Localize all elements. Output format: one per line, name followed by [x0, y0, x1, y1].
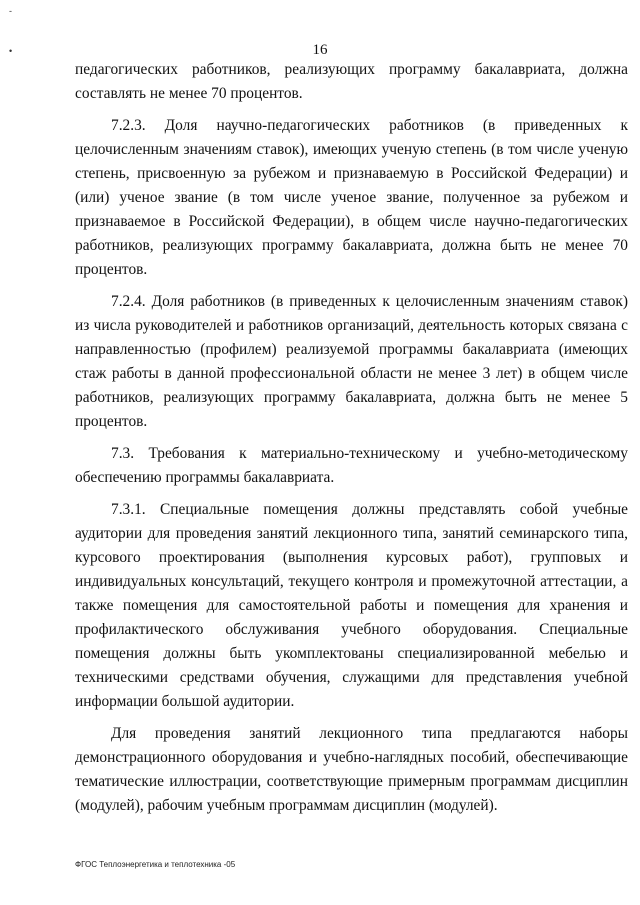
document-body — [75, 58, 628, 826]
paragraph: 7.2.4. Доля работников (в приведенных к целочисленным значениям ставок) из числа руководителей и работников организаций, деятельность которых связана с направленностью (профилем) реализуемой программы бакалавриата (имеющих стаж работы в данной профессиональной области не менее 3 лет) в общем числе работников, реализующих программу бакалавриата, должна быть не менее 5 процентов. — [75, 293, 628, 430]
paragraph: педагогических работников, реализующих программу бакалавриата, должна составлять не менее 70 процентов. — [75, 61, 628, 102]
paragraph: Для проведения занятий лекционного типа предлагаются наборы демонстрационного оборудования и учебно-наглядных пособий, обеспечивающие тематические иллюстрации, соответствующие примерным программам дисциплин (модулей), рабочим учебным программам дисциплин (модулей). — [75, 725, 628, 814]
scan-mark: - — [9, 6, 12, 16]
paragraph: 7.3. Требования к материально-техническому и учебно-методическому обеспечению программы бакалавриата. — [75, 445, 628, 486]
footer: ФГОС Теплоэнергетика и теплотехника -05 — [75, 860, 236, 869]
paragraph: 7.2.3. Доля научно-педагогических работников (в приведенных к целочисленным значениям ставок), имеющих ученую степень (в том числе ученую степень, присвоенную за рубежом и признаваемую в Российской Федерации) и (или) ученое звание (в том числе ученое звание, полученное за рубежом и признаваемое в Российской Федерации), в общем числе научно-педагогических работников, реализующих программу бакалавриата, должна быть не менее 70 процентов. — [75, 117, 628, 278]
paragraph: 7.3.1. Специальные помещения должны представлять собой учебные аудитории для проведения занятий лекционного типа, занятий семинарского типа, курсового проектирования (выполнения курсовых работ), групповых и индивидуальных консультаций, текущего контроля и промежуточной аттестации, а также помещения для самостоятельной работы и помещения для хранения и профилактического обслуживания учебного оборудования. Специальные помещения должны быть укомплектованы специализированной мебелью и техническими средствами обучения, служащими для представления учебной информации большой аудитории. — [75, 501, 628, 710]
page-number: 16 — [312, 42, 328, 58]
scan-mark: • — [9, 46, 13, 56]
